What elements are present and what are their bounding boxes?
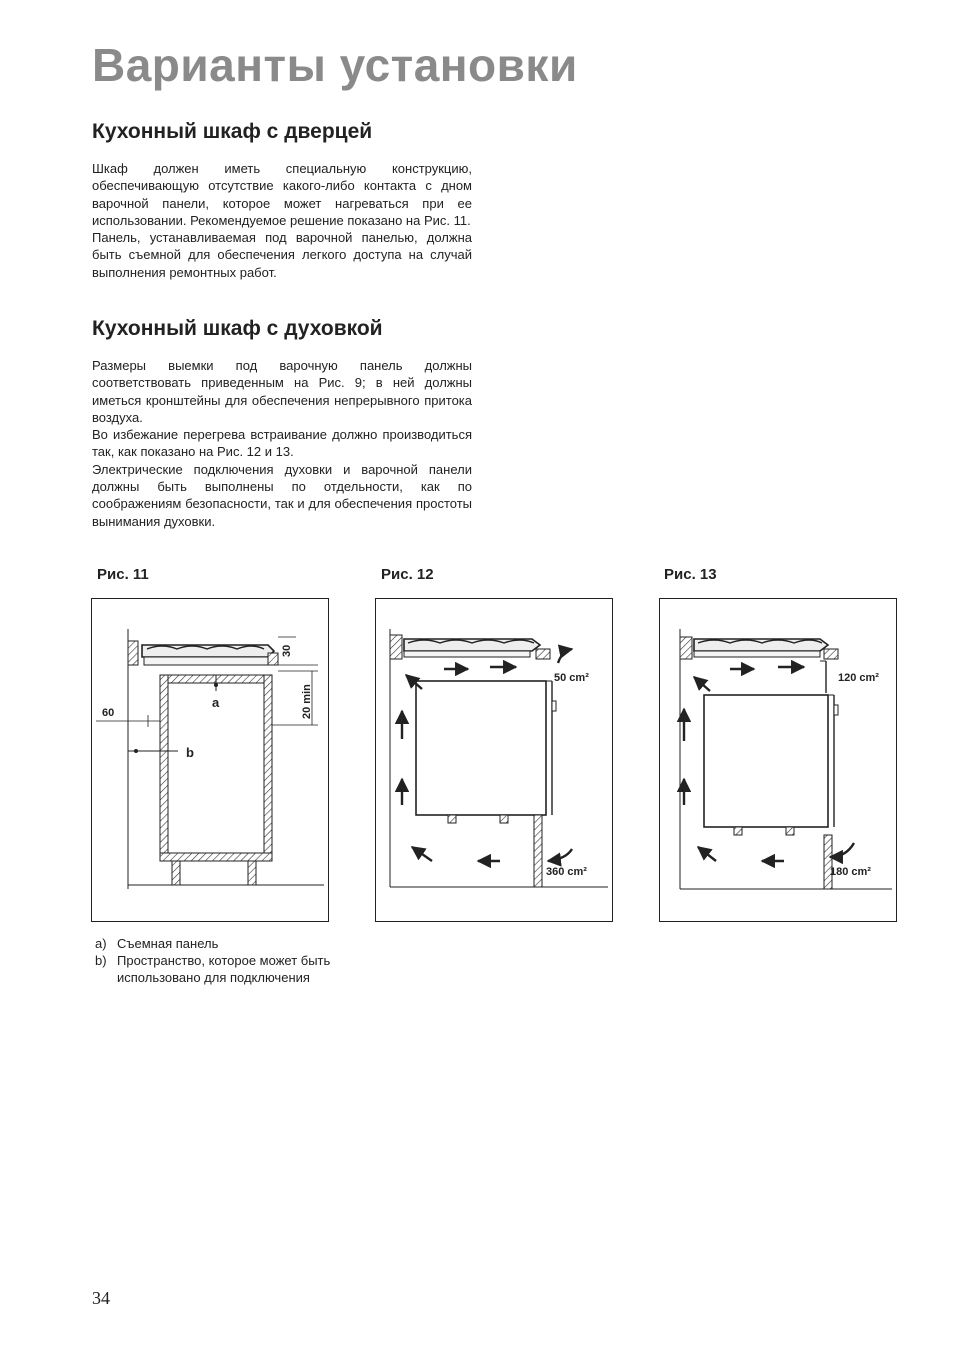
section-heading-cabinet-door: Кухонный шкаф с дверцей: [92, 120, 373, 143]
legend-text: Съемная панель: [117, 936, 219, 951]
legend-item-b: [95, 952, 345, 986]
figure-11-legend: [95, 935, 345, 986]
section-body-cabinet-door: [92, 160, 472, 281]
figure-caption-12: Рис. 12: [381, 566, 434, 583]
section-heading-cabinet-oven: Кухонный шкаф с духовкой: [92, 317, 383, 340]
paragraph: Панель, устанавливаемая под варочной панелью, должна быть съемной для обеспечения легкого доступа на случай выполнения ремонтных работ.: [92, 230, 472, 280]
dim-20min-label: 20 min: [301, 684, 313, 719]
figure-13-oven-ventilation-diagram: [659, 598, 897, 922]
figure-caption-11: Рис. 11: [97, 566, 149, 583]
top-opening-label: 120 cm²: [838, 672, 879, 684]
bottom-opening-label: 180 cm²: [830, 866, 871, 878]
dim-30-label: 30: [281, 644, 293, 657]
legend-key: b): [95, 953, 107, 968]
paragraph: Электрические подключения духовки и варочной панели должны быть выполнены по отдельности, как по соображениям безопасности, так и для обеспечения простоты вынимания духовки.: [92, 461, 472, 529]
legend-key: a): [95, 936, 107, 951]
label-a: a: [212, 695, 220, 710]
paragraph: Размеры выемки под варочную панель должны соответствовать приведенным на Рис. 9; в ней должны иметься кронштейны для обеспечения непрерывного притока воздуха.: [92, 358, 472, 425]
bottom-opening-label: 360 cm²: [546, 866, 587, 878]
top-opening-label: 50 cm²: [554, 672, 589, 684]
section-body-cabinet-oven: [92, 357, 472, 530]
page-title: Варианты установки: [92, 39, 578, 91]
legend-item-a: [95, 935, 345, 952]
dim-60-label: 60: [102, 707, 115, 719]
page-number: 34: [92, 1288, 110, 1308]
figure-11-cabinet-door-diagram: [91, 598, 329, 922]
legend-text: Пространство, которое может быть использовано для подключения: [117, 953, 331, 985]
paragraph: Во избежание перегрева встраивание должно производиться так, как показано на Рис. 12 и 13.: [92, 427, 472, 460]
paragraph: Шкаф должен иметь специальную конструкцию, обеспечивающую отсутствие какого-либо контакта с дном варочной панели, которое может нагреваться при ее использовании. Рекомендуемое решение показано на Рис. 11.: [92, 161, 472, 228]
label-b: b: [186, 745, 194, 760]
figure-12-oven-ventilation-diagram: [375, 598, 613, 922]
figure-caption-13: Рис. 13: [664, 566, 717, 583]
